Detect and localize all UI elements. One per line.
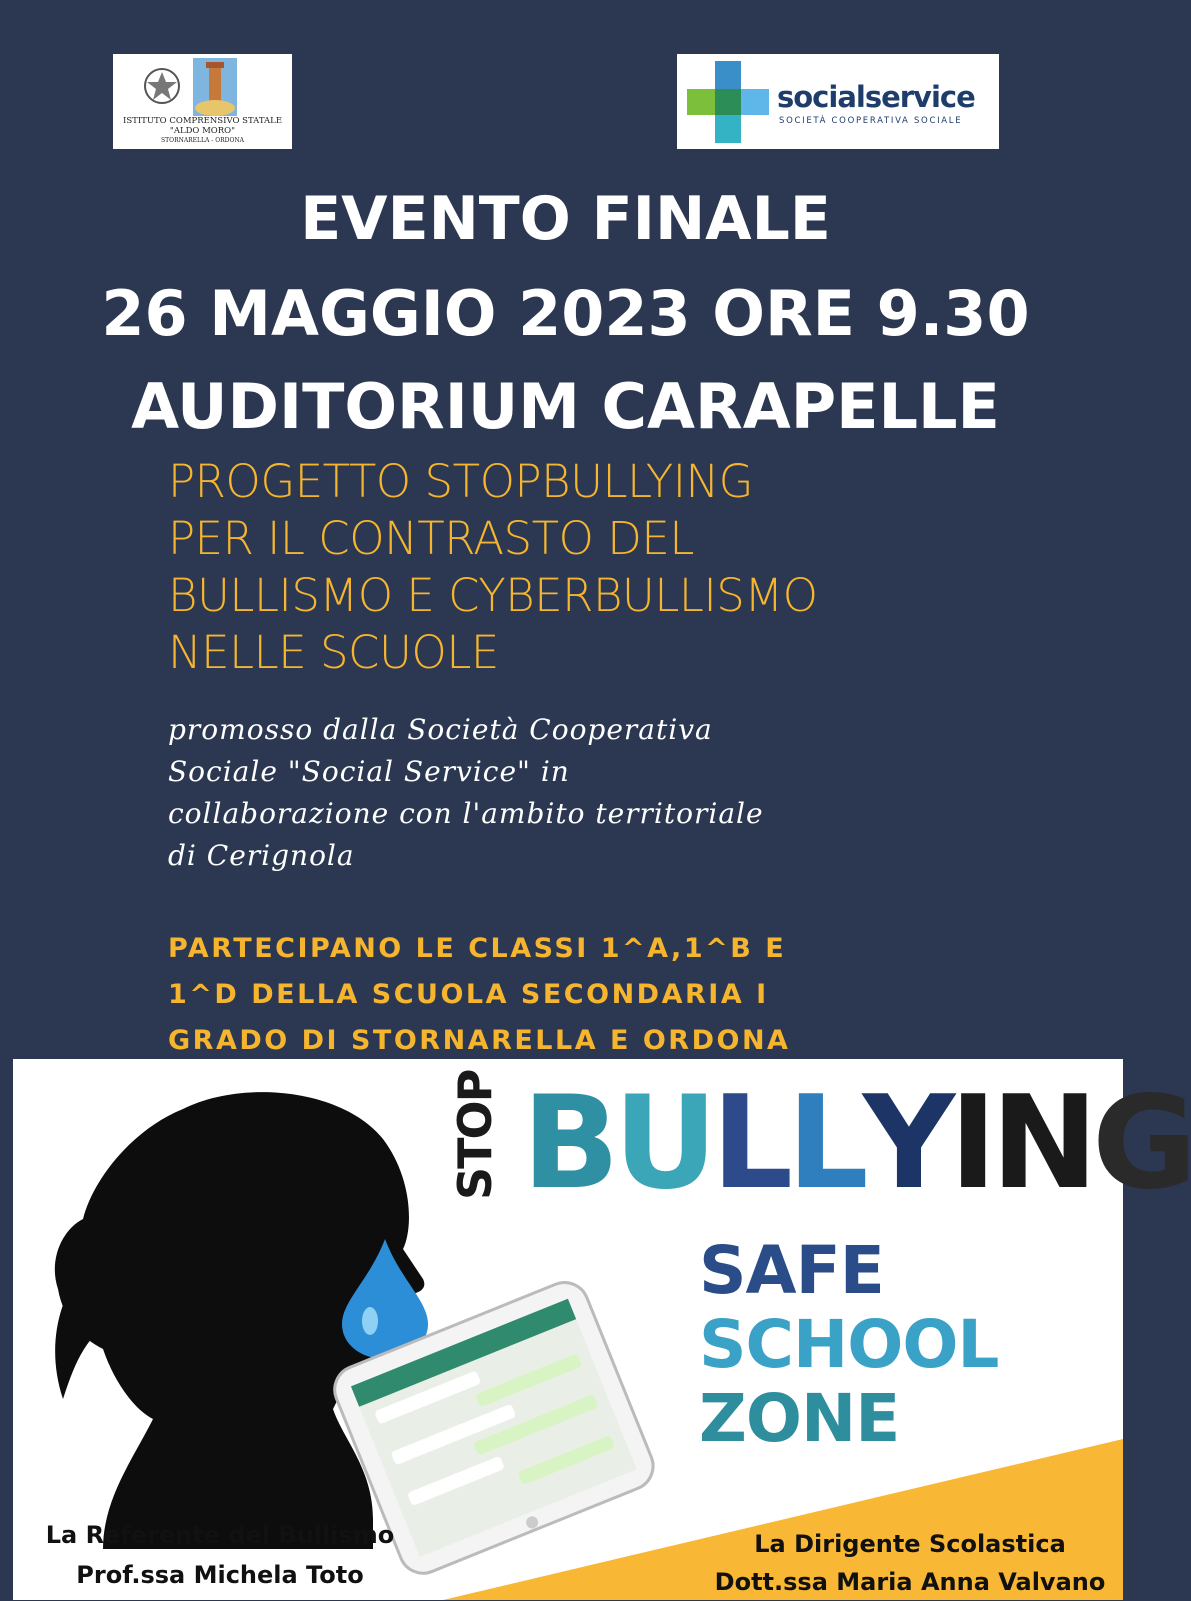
participants-line-2: 1^D DELLA SCUOLA SECONDARIA I <box>168 979 769 1010</box>
project-line-4: NELLE SCUOLE <box>168 626 499 679</box>
bullying-letter: B <box>522 1069 614 1218</box>
bullying-letter: U <box>613 1069 712 1218</box>
project-line-3: BULLISMO E CYBERBULLISMO <box>168 569 818 622</box>
tower-icon <box>193 58 237 116</box>
project-line-1: PROGETTO STOPBULLYING <box>168 455 754 508</box>
bullying-word <box>522 1069 1191 1218</box>
promo-line-1: promosso dalla Società Cooperativa <box>168 713 713 746</box>
bullying-letter: G <box>1092 1069 1191 1218</box>
stop-word: STOP <box>448 1070 502 1200</box>
participants-line-1: PARTECIPANO LE CLASSI 1^A,1^B E <box>168 933 787 964</box>
promo-line-4: di Cerignola <box>168 839 355 872</box>
dirigente-role: La Dirigente Scolastica <box>754 1530 1066 1558</box>
school-name-line3: STORNARELLA - ORDONA <box>161 137 244 144</box>
zone-word: ZONE <box>699 1380 900 1457</box>
footer-referente <box>20 1515 420 1595</box>
promo-line-2: Sociale "Social Service" in <box>168 755 570 788</box>
promo-line-3: collaborazione con l'ambito territoriale <box>168 797 764 830</box>
event-date: 26 MAGGIO 2023 ORE 9.30 <box>101 277 1030 350</box>
bullying-letter: L <box>711 1069 788 1218</box>
coat-of-arms-icon <box>141 64 183 112</box>
bullying-letter: I <box>949 1069 991 1218</box>
dirigente-name: Dott.ssa Maria Anna Valvano <box>714 1568 1106 1596</box>
project-line-2: PER IL CONTRASTO DEL <box>168 512 694 565</box>
school-name-line1: ISTITUTO COMPRENSIVO STATALE <box>122 116 283 126</box>
socialservice-subtitle: SOCIETÀ COOPERATIVA SOCIALE <box>779 116 963 126</box>
event-location: AUDITORIUM CARAPELLE <box>131 370 1000 443</box>
event-title: EVENTO FINALE <box>300 184 831 254</box>
safe-word: SAFE <box>699 1232 884 1309</box>
school-logo <box>113 54 292 149</box>
socialservice-logo <box>677 54 999 149</box>
participants-line-3: GRADO DI STORNARELLA E ORDONA <box>168 1025 791 1056</box>
footer-dirigente <box>690 1525 1130 1601</box>
referente-role: La Referente del Bullismo <box>45 1521 395 1549</box>
school-name-line2: "ALDO MORO" <box>169 126 236 136</box>
socialservice-name: socialservice <box>777 80 975 114</box>
bullying-letter: L <box>787 1069 863 1218</box>
bullying-letter: N <box>990 1069 1093 1218</box>
referente-name: Prof.ssa Michela Toto <box>76 1561 364 1589</box>
plus-cross-logo-icon <box>687 61 769 143</box>
bullying-letter: Y <box>862 1069 950 1218</box>
school-word: SCHOOL <box>699 1306 999 1383</box>
